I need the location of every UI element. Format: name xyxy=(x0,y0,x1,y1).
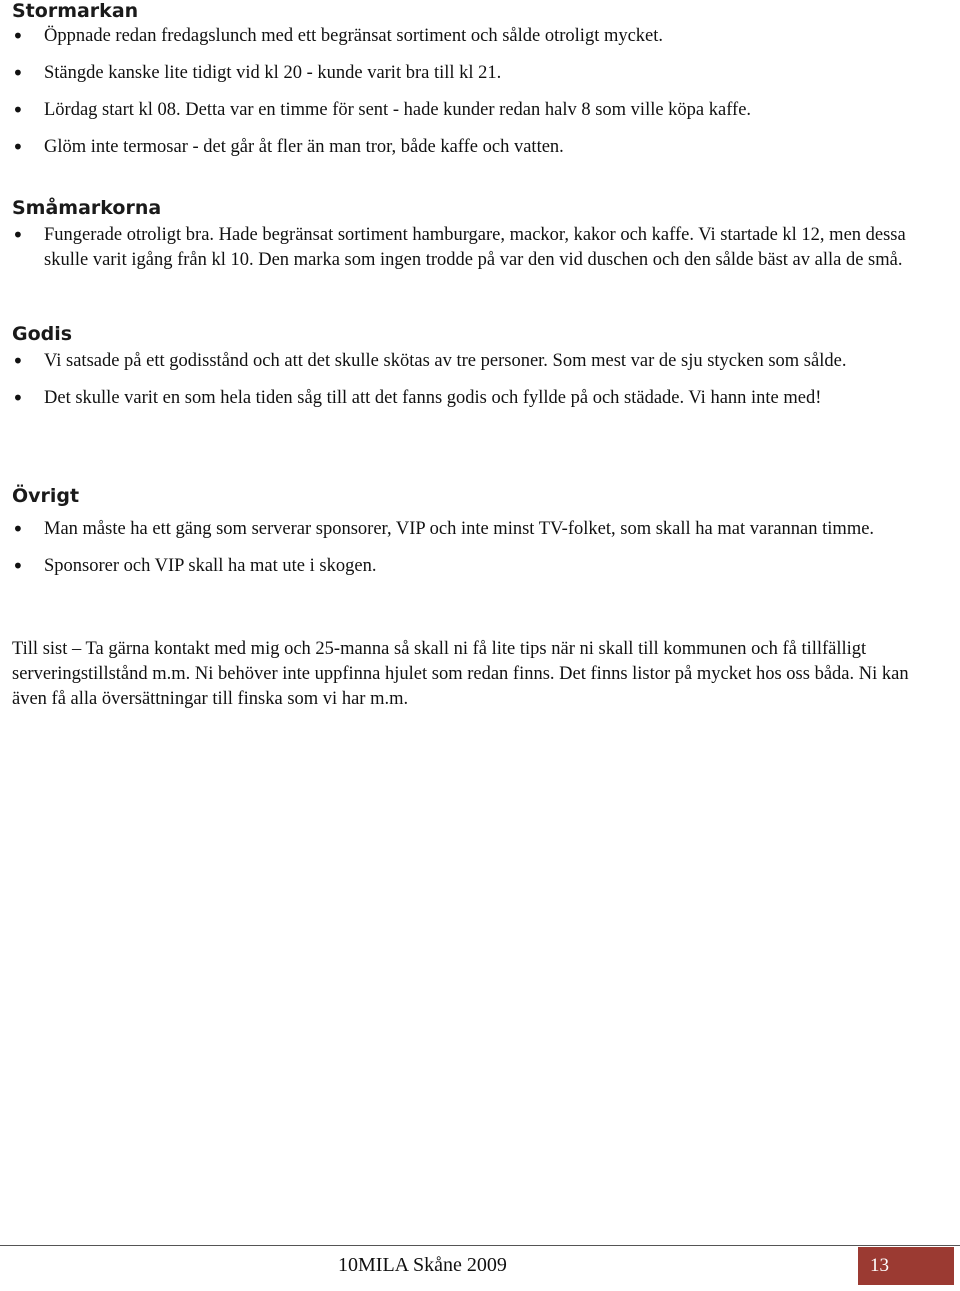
section-godis xyxy=(12,323,942,411)
list-item: • Sponsorer och VIP skall ha mat ute i skogen. xyxy=(12,554,942,579)
footer-divider xyxy=(0,1245,960,1246)
list-item: • Öppnade redan fredagslunch med ett begränsat sortiment och sålde otroligt mycket. xyxy=(12,24,942,49)
page-number: 13 xyxy=(870,1255,889,1276)
section-ovrigt xyxy=(12,485,942,579)
section-heading: Övrigt xyxy=(12,485,80,507)
list-item: • Lördag start kl 08. Detta var en timme för sent - hade kunder redan halv 8 som ville köpa kaffe. xyxy=(12,98,942,123)
bullet-list xyxy=(12,349,942,411)
section-stormarkan xyxy=(12,0,942,160)
list-item: • Glöm inte termosar - det går åt fler än man tror, både kaffe och vatten. xyxy=(12,135,942,160)
list-item: • Vi satsade på ett godisstånd och att det skulle skötas av tre personer. Som mest var de sju stycken som sålde. xyxy=(12,349,942,374)
closing-paragraph: Till sist – Ta gärna kontakt med mig och 25-manna så skall ni få lite tips när ni skall till kommunen och få tillfälligt serveringstillstånd m.m. Ni behöver inte uppfinna hjulet som redan finns. Det finns listor på mycket hos oss båda. Ni kan även få alla översättningar till finska som vi har m.m. xyxy=(12,639,909,709)
section-heading: Godis xyxy=(12,323,73,345)
list-item: • Man måste ha ett gäng som serverar sponsorer, VIP och inte minst TV-folket, som skall ha mat varannan timme. xyxy=(12,517,942,542)
footer-title: 10MILA Skåne 2009 xyxy=(338,1254,507,1276)
bullet-list xyxy=(12,223,942,273)
page-number-badge xyxy=(858,1247,954,1285)
bullet-list xyxy=(12,24,942,160)
section-heading: Småmarkorna xyxy=(12,197,162,219)
bullet-list xyxy=(12,517,942,579)
list-item: • Det skulle varit en som hela tiden såg till att det fanns godis och fyllde på och städade. Vi hann inte med! xyxy=(12,386,942,411)
section-smamarkorna xyxy=(12,197,942,273)
list-item: • Stängde kanske lite tidigt vid kl 20 - kunde varit bra till kl 21. xyxy=(12,61,942,86)
section-heading: Stormarkan xyxy=(12,0,139,22)
list-item: • Fungerade otroligt bra. Hade begränsat sortiment hamburgare, mackor, kakor och kaffe. Vi startade kl 12, men dessa skulle varit igång från kl 10. Den marka som ingen trodde på var den vid duschen och den sålde bäst av alla de små. xyxy=(12,223,942,273)
